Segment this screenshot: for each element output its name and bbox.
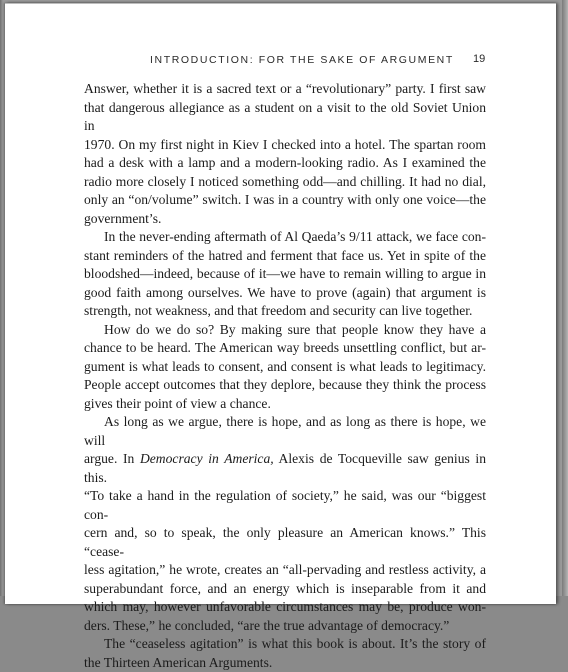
text-line: strength, not weakness, and that freedom and security can live together. bbox=[84, 302, 486, 321]
text-line: had a desk with a lamp and a modern-looking radio. As I examined the bbox=[84, 154, 486, 173]
paragraph-4 bbox=[84, 413, 486, 635]
text-line: As long as we argue, there is hope, and as long as there is hope, we will bbox=[84, 413, 486, 450]
text-line: How do we do so? By making sure that people know they have a bbox=[84, 321, 486, 340]
paragraph-2 bbox=[84, 228, 486, 321]
text-line: ders. These,” he concluded, “are the true advantage of democracy.” bbox=[84, 617, 486, 636]
paragraph-3 bbox=[84, 321, 486, 414]
book-page bbox=[5, 3, 556, 604]
text-line: good faith among ourselves. We have to prove (again) that argument is bbox=[84, 284, 486, 303]
text-line: stant reminders of the hatred and ferment that face us. Yet in spite of the bbox=[84, 247, 486, 266]
book-title: Democracy in America, bbox=[140, 451, 274, 466]
text-line: 1970. On my first night in Kiev I checked into a hotel. The spartan room bbox=[84, 136, 486, 155]
scrollbar-edge[interactable] bbox=[562, 0, 568, 596]
text-line: Answer, whether it is a sacred text or a “revolutionary” party. I first saw bbox=[84, 80, 486, 99]
text-line: superabundant force, and an energy which is inseparable from it and bbox=[84, 580, 486, 599]
text-line: which may, however unfavorable circumstances may be, produce won- bbox=[84, 598, 486, 617]
text-line: that dangerous allegiance as a student on a visit to the old Soviet Union in bbox=[84, 99, 486, 136]
paragraph-1 bbox=[84, 80, 486, 228]
text-line: “To take a hand in the regulation of society,” he said, was our “biggest con- bbox=[84, 487, 486, 524]
text-line: government’s. bbox=[84, 210, 486, 229]
text-line: gument is what leads to consent, and consent is what leads to legitimacy. bbox=[84, 358, 486, 377]
text-fragment: argue. In bbox=[84, 451, 140, 466]
text-line: gives their point of view a chance. bbox=[84, 395, 486, 414]
text-line: less agitation,” he wrote, creates an “all-pervading and restless activity, a bbox=[84, 561, 486, 580]
text-line: radio more closely I noticed something odd—and chilling. It had no dial, bbox=[84, 173, 486, 192]
text-line: People accept outcomes that they deplore, because they think the process bbox=[84, 376, 486, 395]
paragraph-5 bbox=[84, 635, 486, 672]
text-line bbox=[84, 450, 486, 487]
text-line: only an “on/volume” switch. I was in a country with only one voice—the bbox=[84, 191, 486, 210]
text-line: In the never-ending aftermath of Al Qaeda’s 9/11 attack, we face con- bbox=[84, 228, 486, 247]
body-text bbox=[84, 80, 486, 672]
page-number: 19 bbox=[473, 53, 485, 65]
text-line: cern and, so to speak, the only pleasure an American knows.” This “cease- bbox=[84, 524, 486, 561]
text-fragment: Alexis de Tocqueville saw genius in this. bbox=[84, 451, 486, 485]
text-line: chance to be heard. The American way breeds unsettling conflict, but ar- bbox=[84, 339, 486, 358]
text-line: the Thirteen American Arguments. bbox=[84, 654, 486, 672]
text-line: The “ceaseless agitation” is what this book is about. It’s the story of bbox=[84, 635, 486, 654]
text-line: bloodshed—indeed, because of it—we have to remain willing to argue in bbox=[84, 265, 486, 284]
running-head: INTRODUCTION: FOR THE SAKE OF ARGUMENT bbox=[150, 54, 454, 66]
